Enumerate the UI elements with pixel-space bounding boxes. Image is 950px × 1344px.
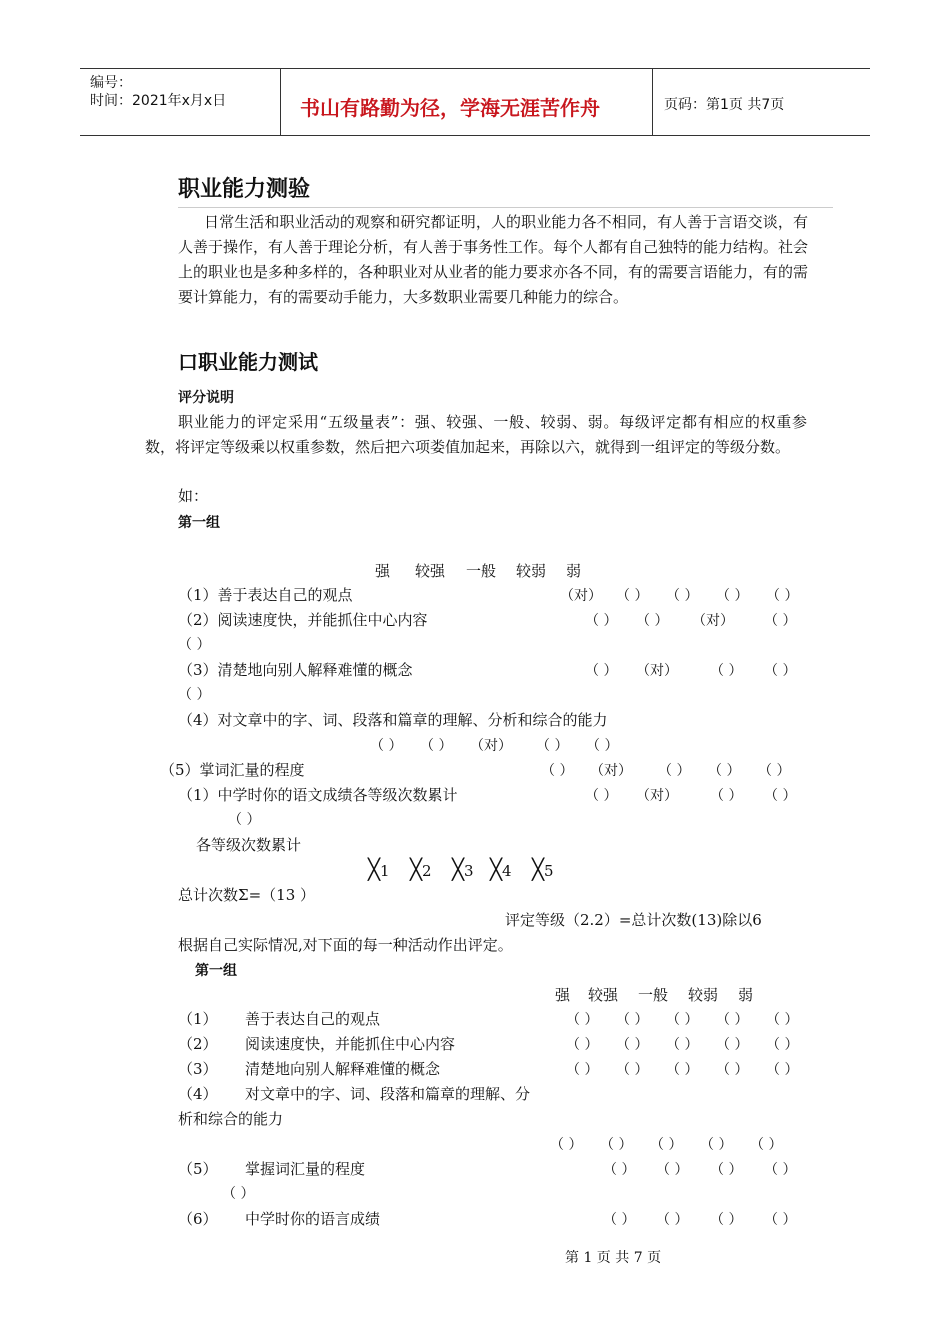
example-mark: （ ）: [420, 738, 453, 754]
times-icon: ╳: [368, 857, 381, 881]
rating-checkbox[interactable]: （ ）: [616, 1012, 649, 1028]
multiplier: ╳5: [532, 857, 554, 881]
item-number: （6）: [178, 1210, 218, 1228]
example-mark: （ ）: [710, 663, 743, 679]
example-mark: （ ）: [636, 613, 669, 629]
multiplier: ╳3: [452, 857, 474, 881]
rating-checkbox[interactable]: （ ）: [666, 1037, 699, 1053]
rating-checkbox[interactable]: （ ）: [766, 1062, 799, 1078]
example-mark: （ ）: [764, 788, 797, 804]
item-number: （1）: [178, 1010, 218, 1028]
item-text: 阅读速度快，并能抓住中心内容: [245, 1035, 456, 1053]
level-label: 较强: [588, 986, 619, 1004]
example-item-text: （2）阅读速度快，并能抓住中心内容: [178, 611, 428, 629]
example-mark: （ ）: [616, 588, 649, 604]
example-mark: （对）: [692, 613, 734, 629]
item-text: 清楚地向别人解释难懂的概念: [245, 1060, 441, 1078]
rating-checkbox[interactable]: （ ）: [710, 1162, 743, 1178]
example-label: 如：: [178, 487, 209, 505]
example-mark: （ ）: [708, 763, 741, 779]
scoring-paragraph: 职业能力的评定采用“五级量表”：强、较强、一般、较弱、弱。每级评定都有相应的权重参数，将评定等级乘以权重参数，然后把六项娄值加起来，再除以六，就得到一组评定的等级分数。: [145, 413, 807, 456]
multiplier: ╳1: [368, 857, 390, 881]
motto: 书山有路勤为径，学海无涯苦作舟: [300, 96, 600, 120]
example-mark: （ ）: [666, 588, 699, 604]
level-label: 强: [375, 562, 391, 580]
rating-checkbox[interactable]: （ ）: [656, 1162, 689, 1178]
example-mark: （ ）: [764, 663, 797, 679]
example-mark: （ ）: [766, 588, 799, 604]
example-mark: （ ）: [536, 738, 569, 754]
rating-checkbox[interactable]: （ ）: [666, 1062, 699, 1078]
times-icon: ╳: [452, 857, 465, 881]
item-number: （3）: [178, 1060, 218, 1078]
level-label: 较弱: [688, 986, 719, 1004]
rating-checkbox[interactable]: （ ）: [650, 1137, 683, 1153]
level-label: 一般: [638, 986, 669, 1004]
example-mark: （ ）: [585, 788, 618, 804]
rating-checkbox[interactable]: （ ）: [710, 1212, 743, 1228]
page-footer: 第 1 页 共 7 页: [565, 1250, 662, 1266]
rating-checkbox[interactable]: （ ）: [766, 1012, 799, 1028]
rating-checkbox[interactable]: （ ）: [616, 1037, 649, 1053]
example-mark: （ ）: [178, 637, 211, 653]
example-item-text: （1）中学时你的语文成绩各等级次数累计: [178, 786, 458, 804]
example-mark: （ ）: [585, 663, 618, 679]
example-mark: （ ）: [370, 738, 403, 754]
times-icon: ╳: [410, 857, 423, 881]
level-label: 较强: [415, 562, 446, 580]
title-divider: [178, 207, 833, 208]
rating-checkbox[interactable]: （ ）: [716, 1037, 749, 1053]
rating-checkbox[interactable]: （ ）: [222, 1186, 255, 1202]
level-label: 强: [555, 986, 571, 1004]
level-label: 一般: [466, 562, 497, 580]
example-mark: （对）: [560, 588, 602, 604]
example-mark: （ ）: [541, 763, 574, 779]
item-text: 善于表达自己的观点: [245, 1010, 381, 1028]
example-mark: （对）: [470, 738, 512, 754]
rating-checkbox[interactable]: （ ）: [600, 1137, 633, 1153]
rating-checkbox[interactable]: （ ）: [566, 1012, 599, 1028]
example-mark: （对）: [636, 788, 678, 804]
item-text-continued: 析和综合的能力: [178, 1110, 284, 1128]
level-label: 弱: [738, 986, 754, 1004]
example-mark: （ ）: [585, 613, 618, 629]
page-label: 页码：第1页 共7页: [664, 97, 785, 113]
example-mark: （对）: [636, 663, 678, 679]
times-icon: ╳: [532, 857, 545, 881]
example-mark: （ ）: [710, 788, 743, 804]
rating-checkbox[interactable]: （ ）: [666, 1012, 699, 1028]
rating-checkbox[interactable]: （ ）: [603, 1162, 636, 1178]
rating-checkbox[interactable]: （ ）: [764, 1162, 797, 1178]
time-label: 时间：2021年x月x日: [90, 93, 227, 109]
rating-checkbox[interactable]: （ ）: [656, 1212, 689, 1228]
rating-formula: 评定等级（2.2）=总计次数(13)除以6: [505, 911, 762, 929]
rating-checkbox[interactable]: （ ）: [550, 1137, 583, 1153]
example-mark: （ ）: [178, 687, 211, 703]
example-mark: （ ）: [716, 588, 749, 604]
code-label: 编号：: [90, 75, 132, 91]
accum-label: 各等级次数累计: [196, 836, 302, 854]
example-mark: （ ）: [758, 763, 791, 779]
example-mark: （ ）: [228, 812, 261, 828]
scoring-heading: 评分说明: [178, 390, 234, 406]
rating-checkbox[interactable]: （ ）: [566, 1037, 599, 1053]
item-text: 中学时你的语言成绩: [245, 1210, 381, 1228]
example-item-text: （4）对文章中的字、词、段落和篇章的理解、分析和综合的能力: [178, 711, 608, 729]
level-label: 弱: [566, 562, 582, 580]
item-text: 掌握词汇量的程度: [245, 1160, 366, 1178]
rating-checkbox[interactable]: （ ）: [716, 1062, 749, 1078]
item-number: （5）: [178, 1160, 218, 1178]
example-mark: （对）: [590, 763, 632, 779]
page-title: 职业能力测验: [178, 177, 311, 202]
example-mark: （ ）: [658, 763, 691, 779]
rating-checkbox[interactable]: （ ）: [764, 1212, 797, 1228]
item-number: （4）: [178, 1085, 218, 1103]
instruction: 根据自己实际情况,对下面的每一种活动作出评定。: [178, 936, 513, 954]
example-item-text: （5）掌词汇量的程度: [160, 761, 305, 779]
example-mark: （ ）: [764, 613, 797, 629]
item-text: 对文章中的字、词、段落和篇章的理解、分: [245, 1085, 531, 1103]
intro-paragraph: 日常生活和职业活动的观察和研究都证明，人的职业能力各不相同，有人善于言语交谈，有人善于操作，有人善于理论分析，有人善于事务性工作。每个人都有自己独特的能力结构。社会上的职业也是多种多样的，各种职业对从业者的能力要求亦各不同，有的需要言语能力，有的需要计算能力，有的需要动手能力，大多数职业需要几种能力的综合。: [178, 213, 809, 306]
level-label: 较弱: [516, 562, 547, 580]
rating-checkbox[interactable]: （ ）: [716, 1012, 749, 1028]
multiplier: ╳4: [490, 857, 512, 881]
rating-checkbox[interactable]: （ ）: [766, 1037, 799, 1053]
times-icon: ╳: [490, 857, 503, 881]
example-mark: （ ）: [586, 738, 619, 754]
group-label: 第一组: [178, 515, 220, 531]
rating-checkbox[interactable]: （ ）: [603, 1212, 636, 1228]
rating-checkbox[interactable]: （ ）: [566, 1062, 599, 1078]
multiplier: ╳2: [410, 857, 432, 881]
group-label: 第一组: [195, 963, 237, 979]
rating-checkbox[interactable]: （ ）: [700, 1137, 733, 1153]
example-item-text: （3）清楚地向别人解释难懂的概念: [178, 661, 413, 679]
rating-checkbox[interactable]: （ ）: [616, 1062, 649, 1078]
total-count: 总计次数Σ=（13 ）: [178, 886, 316, 904]
section-title: 口职业能力测试: [178, 350, 318, 374]
item-number: （2）: [178, 1035, 218, 1053]
rating-checkbox[interactable]: （ ）: [750, 1137, 783, 1153]
example-item-text: （1）善于表达自己的观点: [178, 586, 353, 604]
